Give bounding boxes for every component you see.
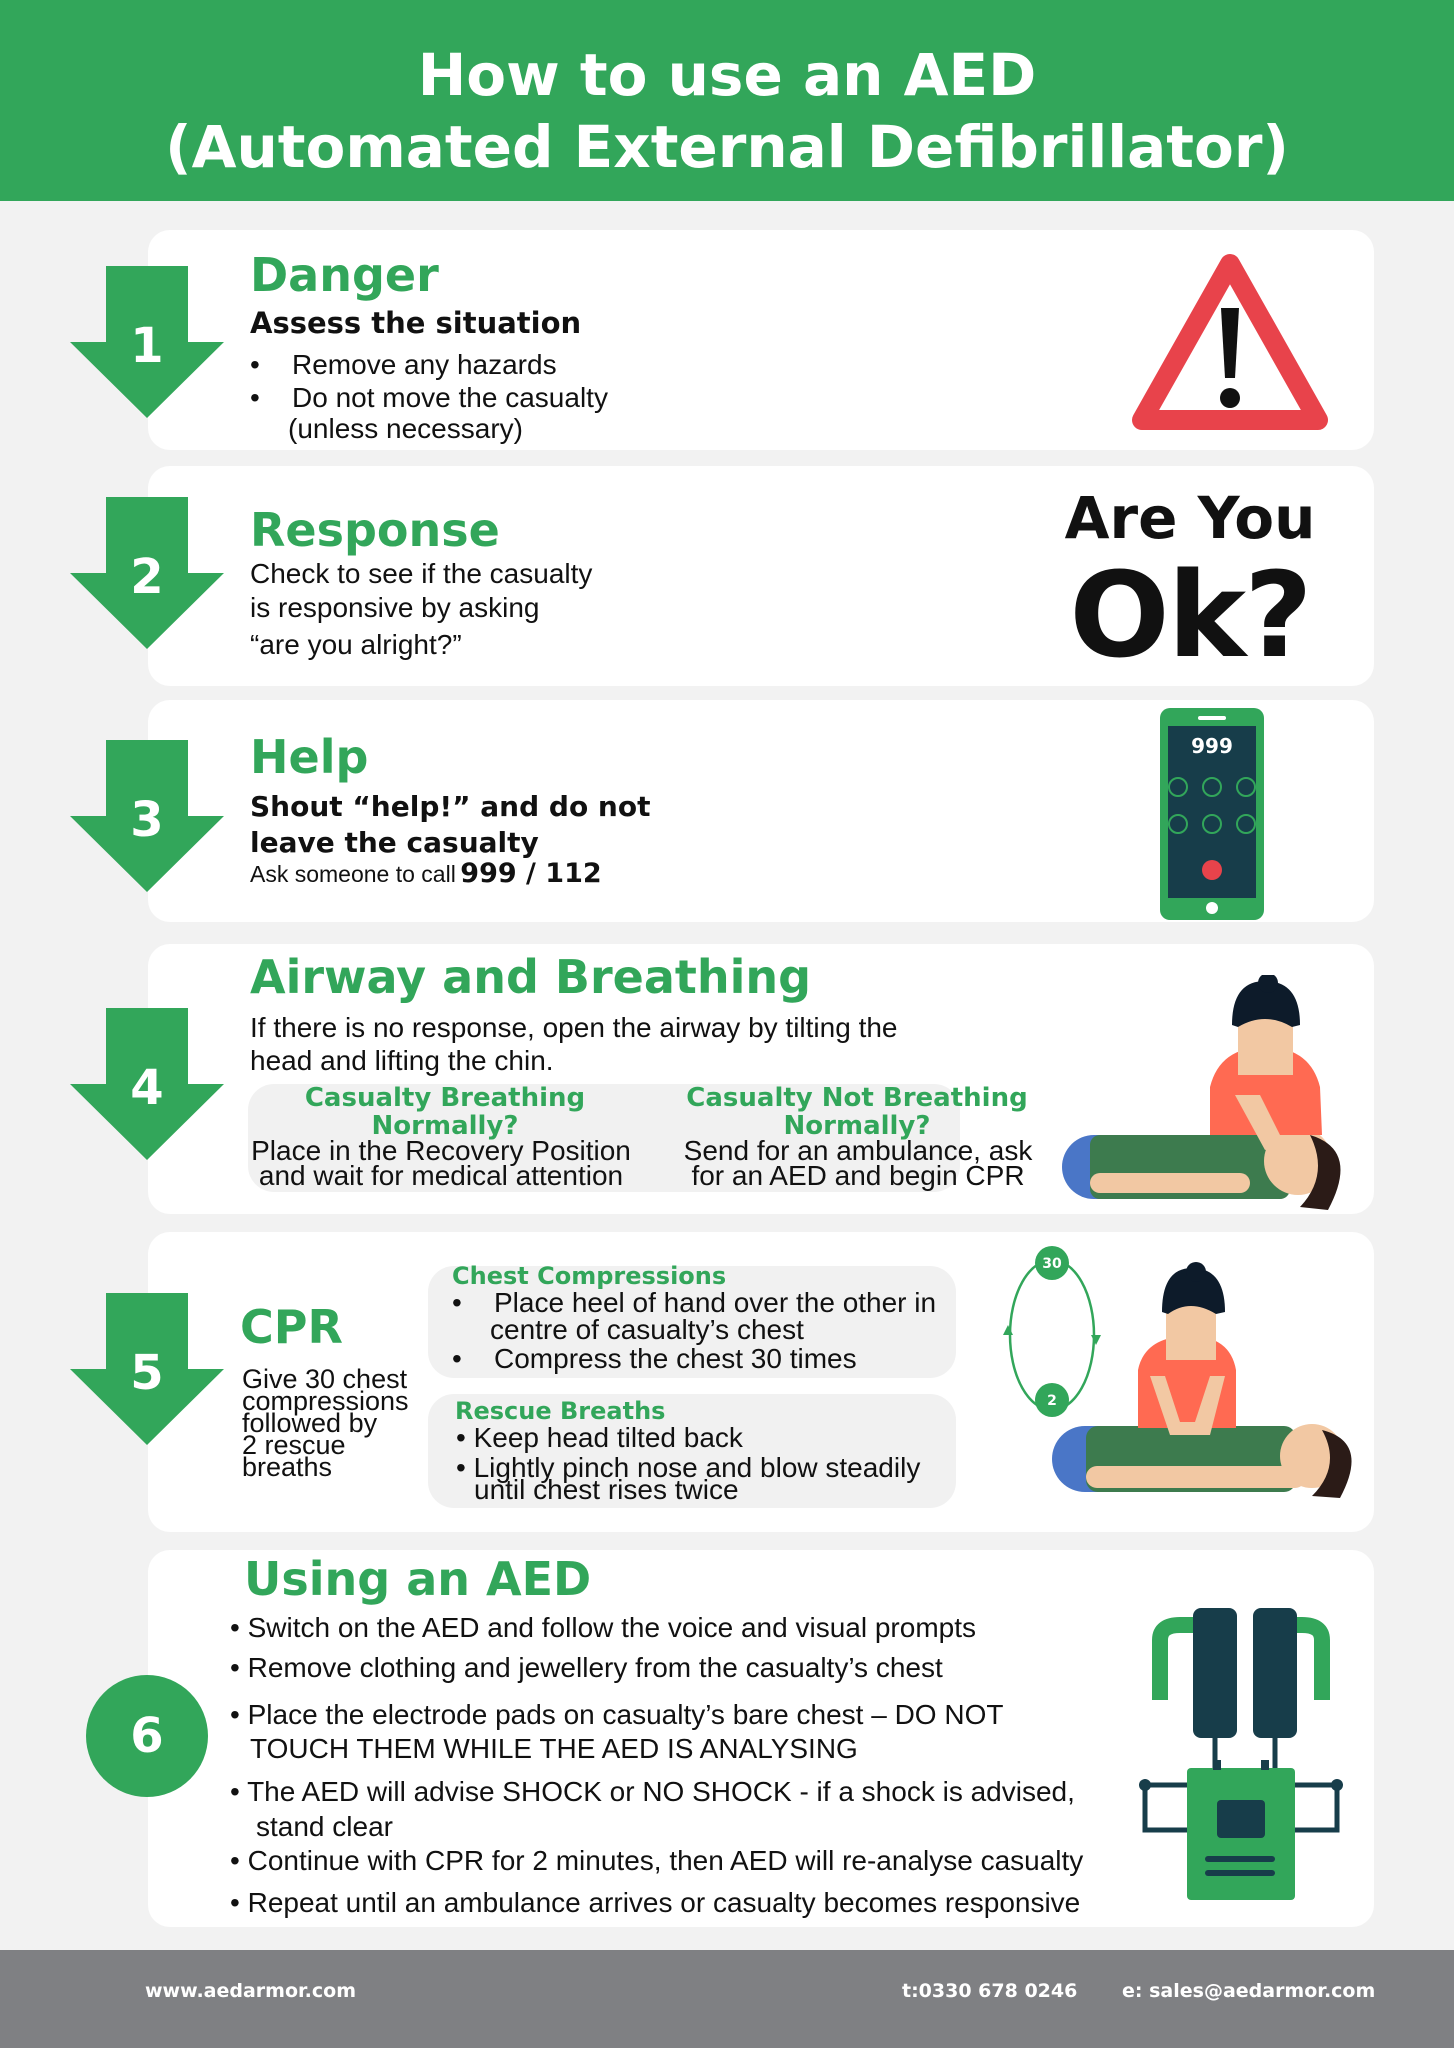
step-3-call-line — [250, 858, 602, 889]
page-header — [0, 0, 1454, 201]
cycle-top-label: 30 — [1042, 1256, 1062, 1272]
list-item: • Remove any hazards — [250, 348, 608, 381]
phone-screen-number: 999 — [1191, 734, 1233, 758]
step-1-bullets — [250, 348, 608, 414]
warning-triangle-icon — [1130, 250, 1330, 435]
step-2-line-1: Check to see if the casualty — [250, 558, 593, 589]
step-4-arrow — [70, 1008, 224, 1160]
step-2-line-3: “are you alright?” — [250, 629, 462, 660]
step-1-title: Danger — [250, 248, 439, 302]
list-item: • Keep head tilted back — [456, 1422, 743, 1453]
list-item-cont: TOUCH THEM WHILE THE AED IS ANALYSING — [250, 1733, 858, 1764]
rescue-breaths-cont: until chest rises twice — [474, 1474, 739, 1505]
list-item: • Place the electrode pads on casualty’s bare chest – DO NOT — [230, 1699, 1004, 1730]
call-numbers: 999 / 112 — [460, 858, 602, 889]
list-item: • Switch on the AED and follow the voice and visual prompts — [230, 1612, 976, 1643]
call-text: Ask someone to call — [250, 861, 456, 887]
step-1-subtitle: Assess the situation — [250, 306, 582, 340]
step-2-number: 2 — [130, 549, 164, 605]
rescue-breaths-heading: Rescue Breaths — [455, 1397, 666, 1425]
step-4-title: Airway and Breathing — [250, 950, 812, 1004]
step-3-title: Help — [250, 730, 369, 784]
title-line-2: (Automated External Defibrillator) — [165, 113, 1289, 181]
step-3-bold-line-2: leave the casualty — [250, 826, 539, 859]
breathing-normally-text: Place in the Recovery Position and wait for medical attention — [251, 1135, 631, 1191]
list-item: • The AED will advise SHOCK or NO SHOCK - if a shock is advised, — [230, 1776, 1075, 1807]
step-6-title: Using an AED — [244, 1552, 592, 1606]
chest-compressions-heading: Chest Compressions — [452, 1262, 727, 1290]
footer-phone[interactable]: t:0330 678 0246 — [902, 1980, 1078, 2002]
step-1-bullet-cont: (unless necessary) — [288, 413, 523, 444]
not-breathing-text: Send for an ambulance, ask for an AED and begin CPR — [683, 1135, 1033, 1191]
step-2-title: Response — [250, 503, 500, 557]
list-item: • Remove clothing and jewellery from the casualty’s chest — [230, 1652, 943, 1683]
cpr-illustration — [1050, 1260, 1360, 1500]
list-item: • Repeat until an ambulance arrives or casualty becomes responsive — [230, 1887, 1081, 1918]
page-footer — [0, 1950, 1454, 2048]
not-breathing-heading: Casualty Not Breathing Normally? — [686, 1083, 1028, 1141]
cycle-bottom-label: 2 — [1047, 1393, 1057, 1409]
step-4-line-1: If there is no response, open the airway by tilting the — [250, 1012, 898, 1043]
step-3-arrow — [70, 740, 224, 892]
title-line-1: How to use an AED — [417, 41, 1037, 109]
chest-compressions-cont: centre of casualty’s chest — [490, 1314, 804, 1345]
step-1-number: 1 — [130, 318, 164, 374]
aed-device-icon — [1135, 1600, 1347, 1905]
step-5-summary: Give 30 chest compressions followed by 2 rescue breaths — [242, 1364, 409, 1482]
step-6-number: 6 — [130, 1708, 164, 1764]
step-2-arrow — [70, 497, 224, 649]
step-1-arrow — [70, 266, 224, 418]
list-item: • Do not move the casualty — [250, 381, 608, 414]
breathing-normally-heading: Casualty Breathing Normally? — [304, 1083, 586, 1141]
list-item: • Lightly pinch nose and blow steadily — [456, 1452, 921, 1483]
list-item: • Place heel of hand over the other in — [452, 1289, 936, 1317]
footer-email[interactable]: e: sales@aedarmor.com — [1122, 1980, 1376, 2002]
step-2-line-2: is responsive by asking — [250, 592, 540, 623]
step-3-bold-line-1: Shout “help!” and do not — [250, 790, 651, 823]
list-item-cont: stand clear — [256, 1811, 393, 1842]
are-you-text: Are You — [1064, 484, 1316, 552]
list-item: • Compress the chest 30 times — [452, 1345, 936, 1373]
list-item: • Continue with CPR for 2 minutes, then AED will re-analyse casualty — [230, 1845, 1084, 1876]
step-5-title: CPR — [240, 1300, 343, 1354]
ok-text: Ok? — [1069, 546, 1311, 684]
recovery-position-illustration — [1060, 975, 1365, 1211]
footer-website[interactable]: www.aedarmor.com — [145, 1980, 357, 2002]
step-5-arrow — [70, 1293, 224, 1445]
step-4-line-2: head and lifting the chin. — [250, 1045, 554, 1076]
step-3-number: 3 — [130, 792, 164, 848]
step-4-number: 4 — [130, 1060, 164, 1116]
phone-icon — [1160, 708, 1264, 920]
step-5-number: 5 — [130, 1345, 164, 1401]
